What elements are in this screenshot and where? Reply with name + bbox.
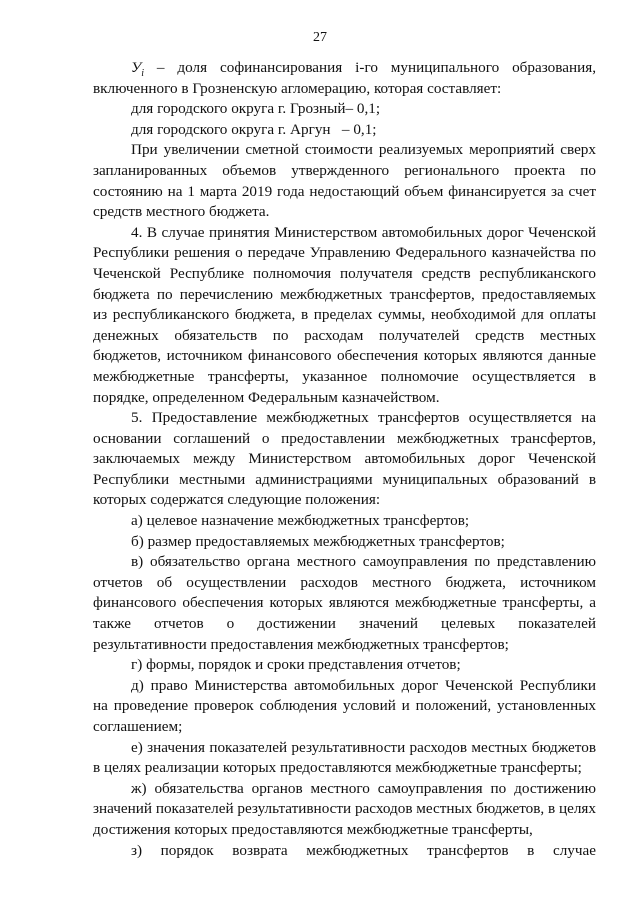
paragraph-item-5: 5. Предоставление межбюджетных трансфертов осуществляется на основании соглашений о предоставлении межбюджетных трансфертов, заключаемых между Министерством автомобильных дорог Чеченской Республики местными администрациями муниципальных образований в которых содержатся следующие положения: (93, 409, 596, 509)
paragraph-argun-share: для городского округа г. Аргун – 0,1; (131, 120, 377, 138)
paragraph-cost-increase: При увеличении сметной стоимости реализуемых мероприятий сверх запланированных объемов утвержденного регионального проекта по состоянию на 1 марта 2019 года недостающий объем финансируется за счет средств местного бюджета. (93, 141, 596, 221)
formula-variable (131, 59, 145, 80)
paragraph-grozny-share: для городского округа г. Грозный– 0,1; (131, 100, 381, 118)
paragraph-share-definition (93, 58, 596, 99)
paragraph-item-4: 4. В случае принятия Министерством автомобильных дорог Чеченской Республики решения о передаче Управлению Федерального казначейства по Чеченской Республике полномочия получателя средств республиканского бюджета по перечислению межбюджетных трансфертов, предоставляемых из республиканского бюджета, в пределах суммы, необходимой для оплаты денежных обязательств по расходам получателей средств местных бюджетов, источником финансового обеспечения которых являются данные межбюджетные трансферты, указанное полномочие осуществляется в порядке, определенном Федеральным казначейством. (93, 223, 596, 406)
list-item-b: б) размер предоставляемых межбюджетных трансфертов; (131, 532, 505, 550)
list-item-g: г) формы, порядок и сроки представления отчетов; (131, 656, 461, 674)
list-item-e: е) значения показателей результативности расходов местных бюджетов в целях реализации которых предоставляются межбюджетные трансферты; (93, 738, 596, 777)
list-item-zh: ж) обязательства органов местного самоуправления по достижению значений показателей результативности расходов местных бюджетов, в целях достижения которых предоставляются межбюджетные трансферты, (93, 779, 596, 838)
list-item-v: в) обязательство органа местного самоуправления по представлению отчетов об осуществлении расходов местного бюджета, источником финансового обеспечения которых являются межбюджетные трансферты, а также отчетов о достижении значений целевых показателей результативности предоставления межбюджетных трансфертов; (93, 553, 596, 653)
list-item-z: з) порядок возврата межбюджетных трансфертов в случае (131, 841, 596, 859)
page-number: 27 (313, 30, 327, 45)
paragraph-text: – доля софинансирования i-го муниципального образования, включенного в Грозненскую агломерацию, которая составляет: (93, 59, 596, 97)
variable-subscript: i (141, 68, 145, 80)
variable-letter: У (131, 59, 142, 76)
list-item-a: а) целевое назначение межбюджетных трансфертов; (131, 512, 470, 530)
list-item-d: д) право Министерства автомобильных дорог Чеченской Республики на проведение проверок соблюдения условий и положений, установленных соглашением; (93, 676, 596, 735)
document-body (93, 58, 596, 861)
